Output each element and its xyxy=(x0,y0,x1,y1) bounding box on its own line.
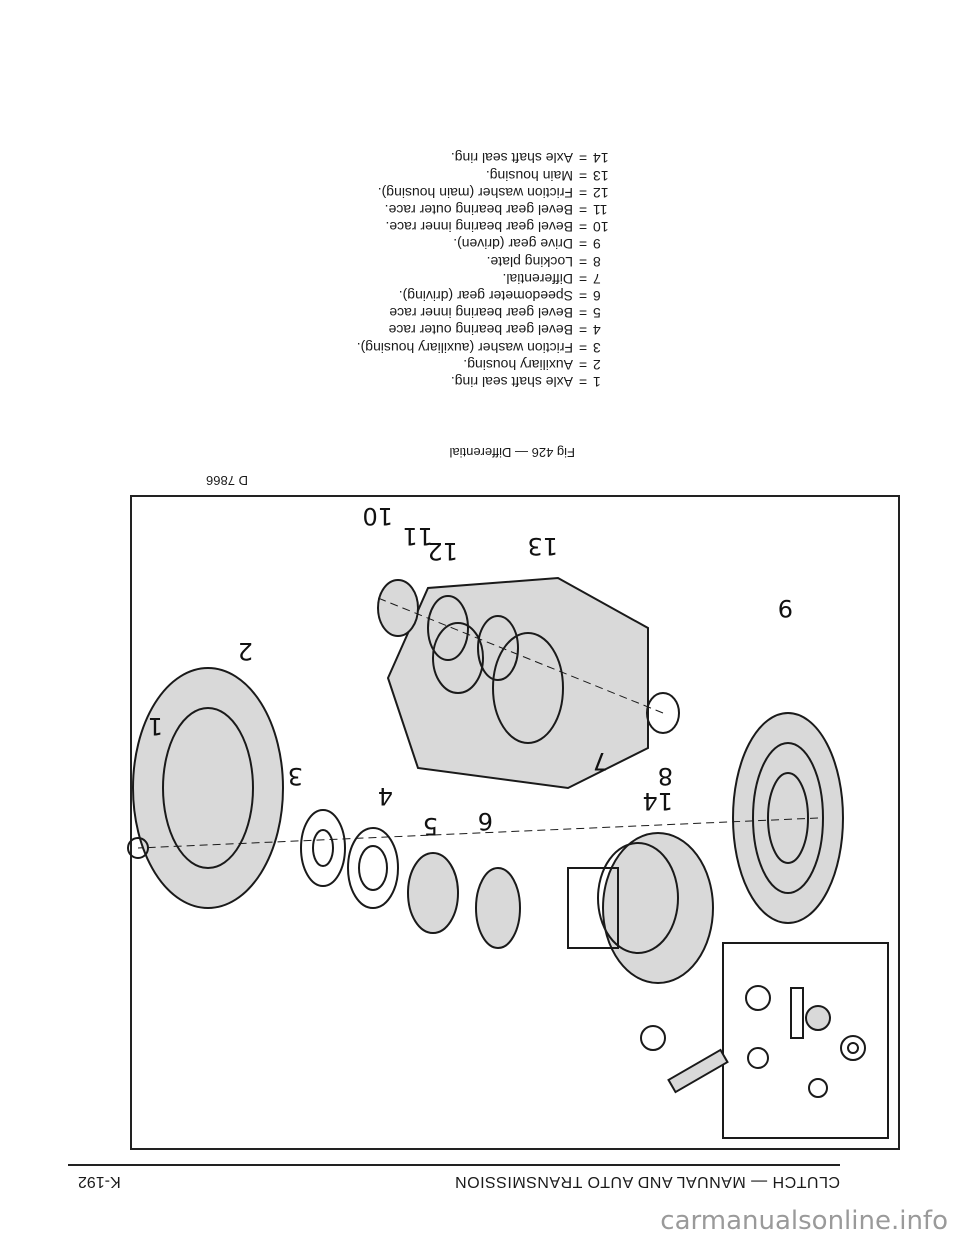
legend-equals: = xyxy=(578,201,588,218)
legend-item xyxy=(95,201,615,218)
speedometer-gear-6 xyxy=(476,868,520,948)
legend-equals: = xyxy=(578,253,588,270)
bearing-inner-5 xyxy=(408,853,458,933)
legend-item xyxy=(95,270,615,287)
legend-item xyxy=(95,235,615,252)
legend-equals: = xyxy=(578,184,588,201)
drive-gear-9 xyxy=(733,713,843,923)
callout-13: 13 xyxy=(527,532,558,560)
legend-text: Friction washer (main housing). xyxy=(377,184,573,201)
legend-number: 8 xyxy=(593,253,601,270)
callout-4: 4 xyxy=(377,782,393,810)
legend-text: Main housing. xyxy=(485,167,573,184)
legend-item xyxy=(95,338,615,355)
legend-item xyxy=(95,304,615,321)
callout-3: 3 xyxy=(287,762,303,790)
legend-number: 3 xyxy=(593,339,601,356)
legend-number: 4 xyxy=(593,322,601,339)
legend-equals: = xyxy=(578,322,588,339)
callout-9: 9 xyxy=(777,594,793,622)
friction-washer-3 xyxy=(301,810,345,886)
legend-equals: = xyxy=(578,219,588,236)
main-housing-13 xyxy=(388,578,648,788)
legend-text: Drive gear (driven). xyxy=(453,236,573,253)
callout-5: 5 xyxy=(422,812,438,840)
legend-text: Locking plate. xyxy=(486,253,573,270)
legend-equals: = xyxy=(578,339,588,356)
legend-number: 7 xyxy=(593,270,601,287)
legend-text: Bevel gear bearing inner race. xyxy=(385,219,573,236)
legend-number: 12 xyxy=(593,184,609,201)
legend-text: Axle shaft seal ring. xyxy=(450,374,573,390)
figure-caption: Fig 426 — Differential xyxy=(449,445,575,460)
figure-code: D 7866 xyxy=(206,473,248,488)
legend-text: Speedometer gear (driving). xyxy=(398,287,573,304)
legend-text: Differential. xyxy=(502,270,573,287)
callout-11: 11 xyxy=(402,522,433,550)
legend-item xyxy=(95,166,615,183)
header-title: CLUTCH — MANUAL AND AUTO TRANSMISSION xyxy=(454,1173,840,1190)
bearing-outer-4 xyxy=(348,828,398,908)
legend-number: 10 xyxy=(593,219,609,236)
legend-equals: = xyxy=(578,356,588,373)
inset-parts xyxy=(746,986,865,1097)
legend-number: 2 xyxy=(593,356,601,373)
legend-item xyxy=(95,287,615,304)
legend-number: 1 xyxy=(593,374,601,390)
legend-number: 9 xyxy=(593,236,601,253)
page-number: K-192 xyxy=(78,1173,121,1190)
auxiliary-housing-2 xyxy=(128,668,283,908)
legend-text: Bevel gear bearing inner race xyxy=(389,305,573,322)
legend-item xyxy=(95,149,615,166)
legend-equals: = xyxy=(578,287,588,304)
watermark: carmanualsonline.info xyxy=(660,1206,948,1236)
legend-number: 13 xyxy=(593,167,609,184)
callout-14: 14 xyxy=(642,787,673,815)
differential-7 xyxy=(568,833,713,983)
legend-number: 5 xyxy=(593,305,601,322)
legend-equals: = xyxy=(578,374,588,390)
header-rule xyxy=(68,1164,840,1166)
legend-text: Bevel gear bearing outer race. xyxy=(384,201,573,218)
figure-diagram xyxy=(130,473,900,1150)
legend-number: 11 xyxy=(593,201,608,218)
legend-item xyxy=(95,321,615,338)
legend-equals: = xyxy=(578,236,588,253)
legend-number: 14 xyxy=(593,150,609,167)
legend-equals: = xyxy=(578,270,588,287)
legend-equals: = xyxy=(578,167,588,184)
bearing-inner-10 xyxy=(378,580,418,636)
parts-legend xyxy=(95,149,615,390)
legend-item xyxy=(95,373,615,390)
legend-text: Axle shaft seal ring. xyxy=(450,150,573,167)
legend-item xyxy=(95,252,615,269)
exploded-differential-drawing xyxy=(128,493,898,1148)
legend-equals: = xyxy=(578,150,588,167)
callout-7: 7 xyxy=(592,747,608,775)
legend-item xyxy=(95,184,615,201)
legend-number: 6 xyxy=(593,287,601,304)
callout-2: 2 xyxy=(237,637,253,665)
legend-equals: = xyxy=(578,305,588,322)
callout-6: 6 xyxy=(477,807,493,835)
legend-text: Bevel gear bearing outer race xyxy=(388,322,573,339)
callout-8: 8 xyxy=(657,762,673,790)
legend-text: Auxiliary housing. xyxy=(463,356,573,373)
callout-10: 10 xyxy=(362,502,393,530)
legend-item xyxy=(95,218,615,235)
locking-plate-8 xyxy=(641,1026,727,1092)
callout-12: 12 xyxy=(427,537,458,565)
legend-item xyxy=(95,356,615,373)
legend-text: Friction washer (auxiliary housing). xyxy=(356,339,573,356)
callout-1: 1 xyxy=(147,712,163,740)
